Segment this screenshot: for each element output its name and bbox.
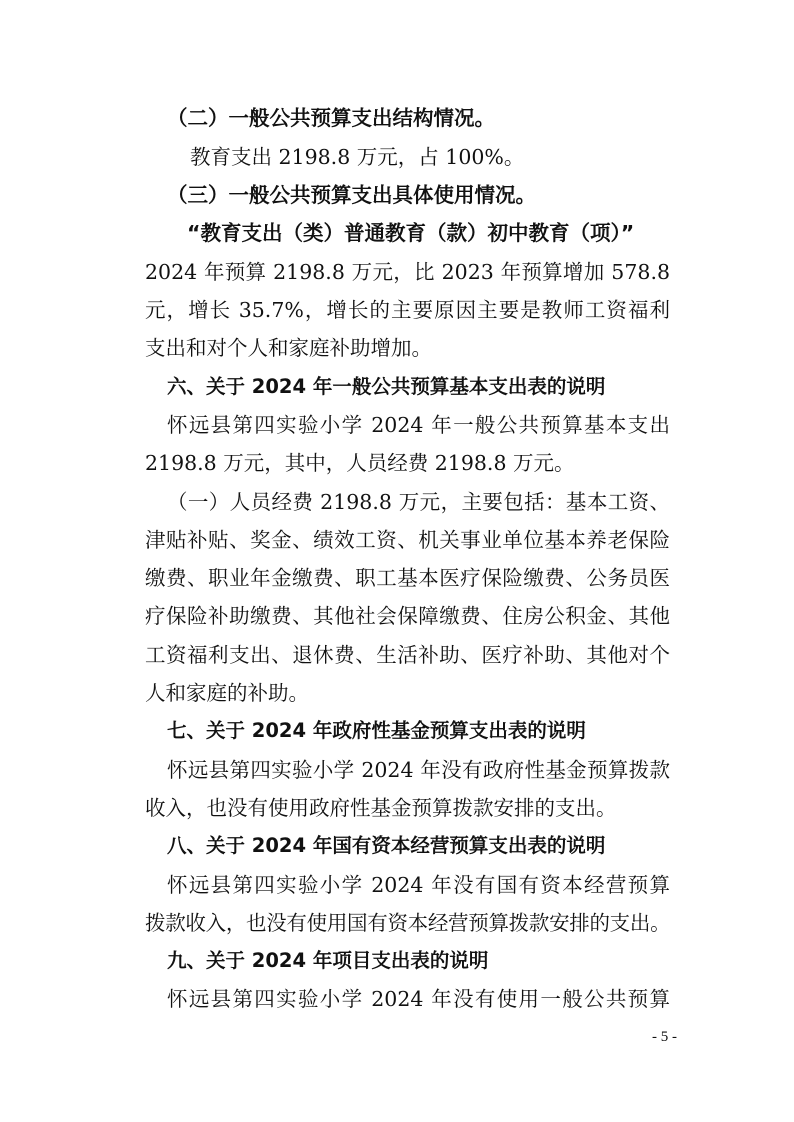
- paragraph-line: 收入，也没有使用政府性基金预算拨款安排的支出。: [145, 796, 617, 820]
- paragraph-line: 津贴补贴、奖金、绩效工资、机关事业单位基本养老保险: [145, 528, 670, 552]
- paragraph-line: 教育支出 2198.8 万元，占 100%。: [190, 145, 525, 169]
- heading-expenditure-structure: （二）一般公共预算支出结构情况。: [167, 106, 495, 130]
- paragraph-line: （一）人员经费 2198.8 万元，主要包括：基本工资、: [167, 490, 670, 514]
- paragraph-line: 疗保险补助缴费、其他社会保障缴费、住房公积金、其他: [145, 604, 670, 628]
- section-heading-9: 九、关于 2024 年项目支出表的说明: [167, 949, 489, 972]
- paragraph-line: 怀远县第四实验小学 2024 年一般公共预算基本支出: [167, 413, 670, 437]
- paragraph-line: 怀远县第四实验小学 2024 年没有使用一般公共预算: [167, 987, 670, 1011]
- paragraph-line: 拨款收入，也没有使用国有资本经营预算拨款安排的支出。: [145, 911, 670, 935]
- subheading-education-item: “教育支出（类）普通教育（款）初中教育（项）”: [187, 221, 635, 245]
- paragraph-line: 怀远县第四实验小学 2024 年没有政府性基金预算拨款: [167, 758, 670, 782]
- heading-expenditure-usage: （三）一般公共预算支出具体使用情况。: [167, 183, 536, 207]
- paragraph-line: 缴费、职业年金缴费、职工基本医疗保险缴费、公务员医: [145, 566, 670, 590]
- page-number: - 5 -: [652, 1029, 677, 1045]
- paragraph-line: 2198.8 万元，其中，人员经费 2198.8 万元。: [145, 451, 575, 475]
- paragraph-line: 支出和对个人和家庭补助增加。: [145, 336, 432, 360]
- section-heading-8: 八、关于 2024 年国有资本经营预算支出表的说明: [167, 834, 606, 857]
- paragraph-line: 怀远县第四实验小学 2024 年没有国有资本经营预算: [167, 873, 670, 897]
- paragraph-line: 元，增长 35.7%，增长的主要原因主要是教师工资福利: [145, 298, 670, 322]
- paragraph-line: 人和家庭的补助。: [145, 681, 309, 705]
- section-heading-6: 六、关于 2024 年一般公共预算基本支出表的说明: [167, 375, 606, 398]
- paragraph-line: 2024 年预算 2198.8 万元，比 2023 年预算增加 578.8: [145, 260, 670, 284]
- paragraph-line: 工资福利支出、退休费、生活补助、医疗补助、其他对个: [145, 643, 670, 667]
- section-heading-7: 七、关于 2024 年政府性基金预算支出表的说明: [167, 719, 586, 742]
